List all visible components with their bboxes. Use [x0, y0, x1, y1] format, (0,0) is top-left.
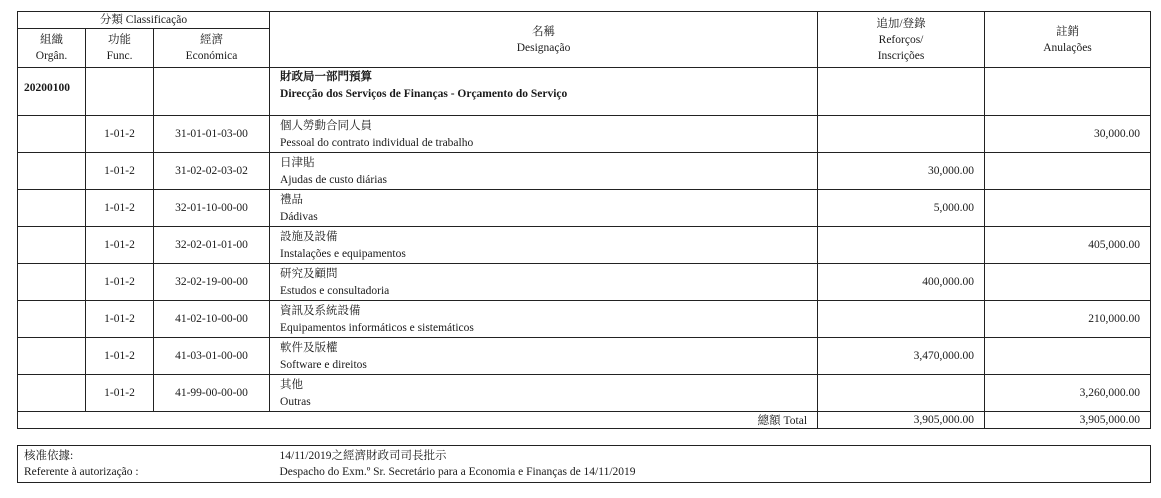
designation-pt: Outras: [280, 396, 311, 408]
designation-zh: 日津貼: [280, 157, 315, 169]
authorization-label: [18, 446, 270, 483]
functional-code: 1-01-2: [86, 153, 154, 190]
designation-pt: Software e direitos: [280, 359, 367, 371]
cancellations-header: [985, 12, 1151, 68]
cancellation-amount: 210,000.00: [985, 301, 1151, 338]
designation-pt: Pessoal do contrato individual de trabalho: [280, 137, 474, 149]
total-cancellation: 3,905,000.00: [985, 412, 1151, 429]
functional-code: 1-01-2: [86, 116, 154, 153]
cancellations-header-zh: 註銷: [1056, 25, 1080, 38]
organic-header-zh: 組織: [40, 34, 63, 46]
functional-code: 1-01-2: [86, 338, 154, 375]
table-row: [18, 153, 1151, 190]
designation-cell: [270, 116, 818, 153]
designation-zh: 軟件及版權: [280, 342, 338, 354]
designation-pt: Ajudas de custo diárias: [280, 174, 388, 186]
organic-header: [18, 29, 86, 68]
functional-header-pt: Func.: [106, 50, 133, 62]
designation-cell: [270, 190, 818, 227]
authorization-row: [18, 446, 1151, 483]
designation-zh: 其他: [280, 379, 304, 391]
functional-code: 1-01-2: [86, 264, 154, 301]
designation-header-pt: Designação: [516, 41, 571, 54]
reinforcements-header: [818, 12, 985, 68]
reinforcement-amount: [818, 116, 985, 153]
total-reinforcement: 3,905,000.00: [818, 412, 985, 429]
authorization-value: [270, 446, 1151, 483]
economic-code: 41-02-10-00-00: [154, 301, 270, 338]
economic-header-pt: Económica: [185, 50, 238, 62]
economic-code: 32-01-10-00-00: [154, 190, 270, 227]
authorization-table: [17, 445, 1151, 483]
organ-name-pt: Direcção dos Serviços de Finanças - Orçamento do Serviço: [280, 88, 568, 100]
reinforcements-header-pt1: Reforços/: [878, 33, 924, 46]
reinforcement-amount: [818, 301, 985, 338]
designation-pt: Instalações e equipamentos: [280, 248, 406, 260]
designation-cell: [270, 301, 818, 338]
reinforcement-amount: [818, 375, 985, 412]
designation-zh: 設施及設備: [280, 231, 338, 243]
reinforcement-amount: 5,000.00: [818, 190, 985, 227]
cancellations-header-pt: Anulações: [1043, 41, 1092, 54]
designation-cell: [270, 264, 818, 301]
cancellation-amount: 30,000.00: [985, 116, 1151, 153]
economic-code: 31-01-01-03-00: [154, 116, 270, 153]
organ-name-zh: 財政局一部門預算: [280, 71, 373, 83]
economic-header: [154, 29, 270, 68]
table-row: [18, 190, 1151, 227]
reinforcement-amount: [818, 227, 985, 264]
cancellation-amount: 3,260,000.00: [985, 375, 1151, 412]
designation-cell: [270, 338, 818, 375]
total-row: [18, 412, 1151, 429]
designation-cell: [270, 375, 818, 412]
designation-pt: Equipamentos informáticos e sistemáticos: [280, 322, 474, 334]
designation-cell: [270, 153, 818, 190]
table-row: [18, 116, 1151, 153]
table-row: [18, 264, 1151, 301]
designation-zh: 禮品: [280, 194, 304, 206]
classification-header: 分類 Classificação: [18, 12, 270, 29]
reinforcements-header-zh: 追加/登錄: [876, 17, 926, 30]
organ-code: 20200100: [24, 82, 70, 94]
cancellation-amount: [985, 153, 1151, 190]
organic-header-pt: Orgân.: [35, 50, 68, 62]
authorization-value-zh: 14/11/2019之經濟財政司司長批示: [279, 450, 447, 462]
cancellation-amount: [985, 264, 1151, 301]
designation-pt: Estudos e consultadoria: [280, 285, 390, 297]
functional-header: [86, 29, 154, 68]
economic-header-zh: 經濟: [200, 34, 223, 46]
cancellation-amount: 405,000.00: [985, 227, 1151, 264]
designation-header-zh: 名稱: [532, 25, 556, 38]
organ-row: [18, 68, 1151, 116]
economic-code: 41-99-00-00-00: [154, 375, 270, 412]
table-row: [18, 301, 1151, 338]
economic-code: 41-03-01-00-00: [154, 338, 270, 375]
designation-zh: 資訊及系統設備: [280, 305, 361, 317]
functional-header-zh: 功能: [108, 34, 131, 46]
economic-code: 32-02-01-01-00: [154, 227, 270, 264]
authorization-value-pt: Despacho do Exm.º Sr. Secretário para a Economia e Finanças de 14/11/2019: [279, 466, 636, 478]
functional-code: 1-01-2: [86, 227, 154, 264]
designation-zh: 個人勞動合同人員: [280, 120, 373, 132]
total-label: 總額 Total: [18, 412, 818, 429]
designation-pt: Dádivas: [280, 211, 318, 223]
table-row: [18, 338, 1151, 375]
budget-table: [17, 11, 1151, 429]
table-row: [18, 227, 1151, 264]
designation-header: [270, 12, 818, 68]
authorization-label-pt: Referente à autorização :: [24, 466, 139, 478]
designation-zh: 研究及顧問: [280, 268, 338, 280]
table-row: [18, 375, 1151, 412]
functional-code: 1-01-2: [86, 375, 154, 412]
cancellation-amount: [985, 190, 1151, 227]
reinforcement-amount: 30,000.00: [818, 153, 985, 190]
reinforcements-header-pt2: Inscrições: [877, 49, 925, 62]
designation-cell: [270, 227, 818, 264]
reinforcement-amount: 3,470,000.00: [818, 338, 985, 375]
cancellation-amount: [985, 338, 1151, 375]
authorization-label-zh: 核准依據:: [24, 450, 74, 462]
functional-code: 1-01-2: [86, 301, 154, 338]
functional-code: 1-01-2: [86, 190, 154, 227]
economic-code: 31-02-02-03-02: [154, 153, 270, 190]
reinforcement-amount: 400,000.00: [818, 264, 985, 301]
economic-code: 32-02-19-00-00: [154, 264, 270, 301]
